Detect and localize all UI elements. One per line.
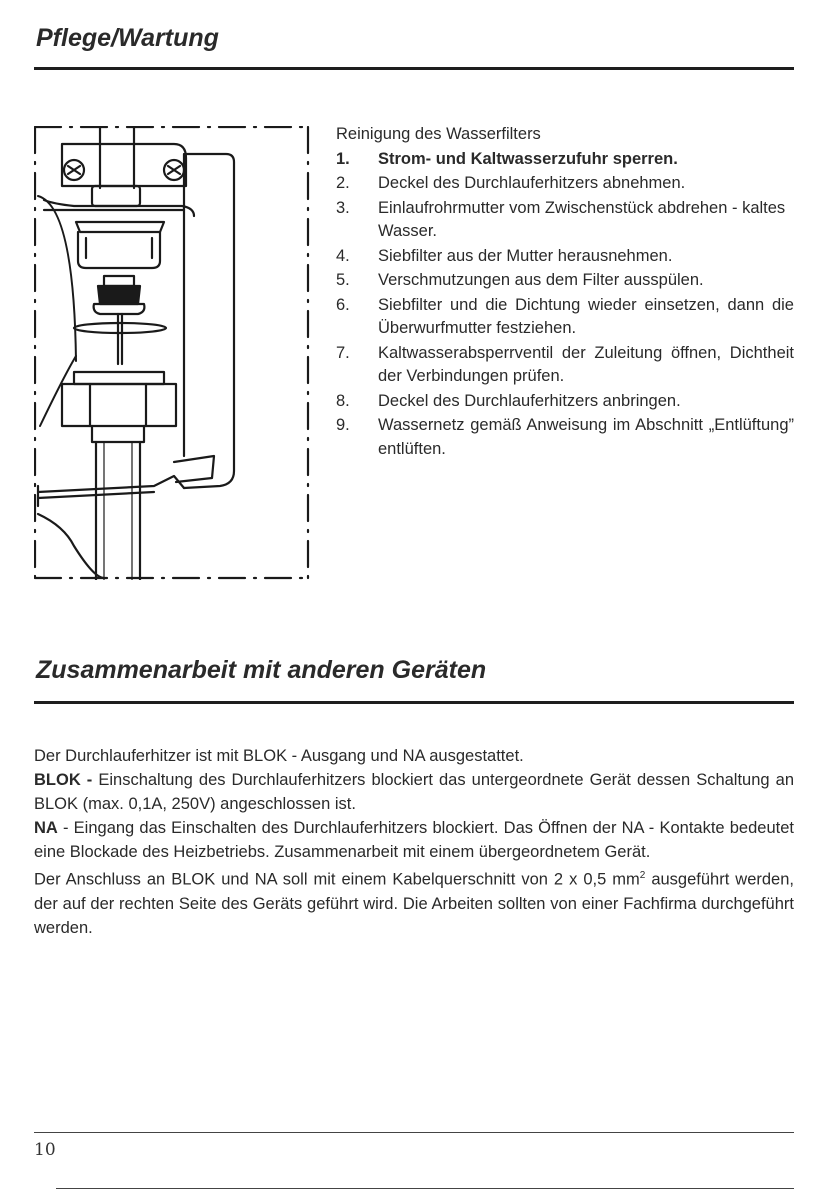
footer-divider [34, 1132, 794, 1133]
step-item [336, 414, 794, 461]
cable-text: Der Anschluss an BLOK und NA soll mit einem Kabelquerschnitt von 2 x 0,5 mm [34, 870, 640, 889]
step-number: 6. [336, 295, 350, 314]
cable-paragraph [34, 864, 794, 940]
step-item [336, 390, 794, 414]
step-text: Strom- und Kaltwasserzufuhr sperren. [378, 149, 678, 168]
step-text: Deckel des Durchlauferhitzers anbringen. [378, 391, 681, 410]
step-item [336, 342, 794, 389]
step-text: Verschmutzungen aus dem Filter ausspülen. [378, 271, 704, 289]
cable-superscript: 2 [639, 870, 646, 881]
na-paragraph [34, 816, 794, 864]
step-text: Siebfilter und die Dichtung wieder einsetzen, dann die Überwurfmutter festziehen. [378, 295, 794, 337]
step-item [336, 269, 794, 293]
steps-intro: Reinigung des Wasserfilters [336, 125, 541, 143]
step-number: 1. [336, 149, 350, 168]
page-title: Pflege/Wartung [36, 24, 219, 52]
filter-cleaning-steps [336, 123, 794, 462]
step-number: 4. [336, 246, 350, 265]
step-text: Wassernetz gemäß Anweisung im Abschnitt „Entlüftung” entlüften. [378, 416, 794, 458]
blok-label: BLOK - [34, 771, 93, 789]
na-text: - Eingang das Einschalten des Durchlauferhitzers blockiert. Das Öffnen der NA - Kontakte bedeutet eine Blockade des Heizbetriebs. Zusammenarbeit mit einem übergeordnetem Gerät. [34, 819, 794, 861]
cooperation-intro: Der Durchlauferhitzer ist mit BLOK - Ausgang und NA ausgestattet. [34, 747, 524, 765]
filter-assembly-illustration [34, 126, 310, 580]
step-number: 5. [336, 271, 350, 289]
cooperation-section [34, 744, 794, 940]
step-number: 9. [336, 416, 350, 434]
step-text: Einlaufrohrmutter vom Zwischenstück abdrehen - kaltes Wasser. [378, 198, 786, 240]
step-item [336, 294, 794, 341]
step-item [336, 148, 794, 172]
step-text: Siebfilter aus der Mutter herausnehmen. [378, 246, 673, 265]
bottom-divider [56, 1188, 794, 1189]
na-label: NA [34, 819, 58, 837]
step-number: 7. [336, 343, 350, 362]
step-text: Kaltwasserabsperrventil der Zuleitung öffnen, Dichtheit der Verbindungen prüfen. [378, 343, 794, 385]
section-title: Zusammenarbeit mit anderen Geräten [36, 656, 487, 684]
step-item [336, 245, 794, 269]
step-item [336, 172, 794, 196]
blok-text: Einschaltung des Durchlauferhitzers blockiert das untergeordnete Gerät dessen Schaltung an BLOK (max. 0,1A, 250V) angeschlossen ist. [34, 771, 794, 813]
step-number: 3. [336, 198, 350, 217]
cable-text-end: ausgeführt werden, der auf der rechten Seite des Geräts geführt wird. Die Arbeiten sollten von einer Fachfirma durchgeführt werden. [34, 870, 794, 937]
page-number: 10 [34, 1140, 56, 1160]
step-number: 2. [336, 174, 350, 192]
title-underline [34, 67, 794, 70]
step-number: 8. [336, 391, 350, 410]
step-text: Deckel des Durchlauferhitzers abnehmen. [378, 174, 686, 192]
blok-paragraph [34, 768, 794, 816]
step-item [336, 197, 794, 244]
section-underline [34, 701, 794, 704]
